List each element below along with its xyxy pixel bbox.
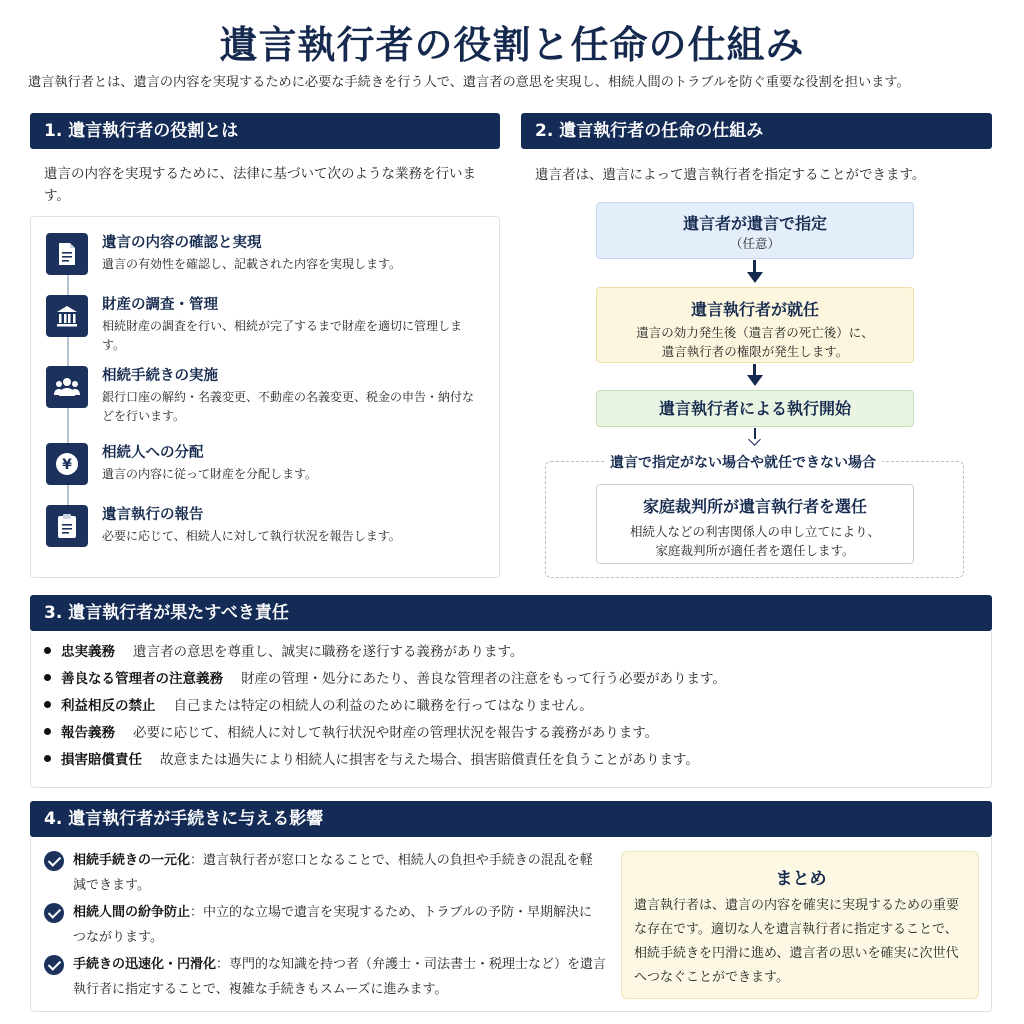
people-icon	[46, 366, 88, 408]
arrow-down-icon	[748, 433, 761, 446]
check-icon	[44, 955, 64, 975]
clipboard-icon	[46, 505, 88, 547]
flow-step-designation: 遺言者が遺言で指定 （任意）	[596, 202, 914, 259]
check-icon	[44, 851, 64, 871]
summary-body: 遺言執行者は、遺言の内容を確実に実現するための重要な存在です。適切な人を遺言執行者に指定することで、相続手続きを円滑に進め、遺言者の思いを確実に次世代へつなぐことができます。	[634, 898, 960, 985]
alternative-case-label: 遺言で指定がない場合や就任できない場合	[604, 452, 882, 472]
section1-header: 1. 遺言執行者の役割とは	[30, 113, 500, 149]
section1-lead: 遺言の内容を実現するために、法律に基づいて次のような業務を行います。	[44, 166, 476, 204]
intro-text: 遺言執行者とは、遺言の内容を実現するために必要な手続きを行う人で、遺言者の意思を実現し、相続人間のトラブルを防ぐ重要な役割を担います。	[28, 75, 910, 90]
check-icon	[44, 903, 64, 923]
flow-step-court-appointment: 家庭裁判所が遺言執行者を選任 相続人などの利害関係人の申し立てにより、 家庭裁判所が適任者を選任します。	[596, 484, 914, 564]
arrow-down-icon	[747, 375, 763, 386]
flow-step-execution: 遺言執行者による執行開始	[596, 390, 914, 427]
list-item: 手続きの迅速化・円滑化：専門的な知識を持つ者（弁護士・司法書士・税理士など）を遺言執行者に指定することで、複雑な手続きもスムーズに進みます。	[44, 952, 619, 1002]
list-item: 報告義務 必要に応じて、相続人に対して執行状況や財産の管理状況を報告する義務があります。	[44, 721, 658, 741]
page-title: 遺言執行者の役割と任命の仕組み	[219, 23, 805, 67]
list-item: 善良なる管理者の注意義務 財産の管理・処分にあたり、善良な管理者の注意をもって行う必要があります。	[44, 667, 726, 687]
list-item: 損害賠償責任 故意または過失により相続人に損害を与えた場合、損害賠償責任を負うことがあります。	[44, 748, 699, 768]
document-icon	[46, 233, 88, 275]
section3-header: 3. 遺言執行者が果たすべき責任	[30, 595, 992, 631]
list-item: 利益相反の禁止 自己または特定の相続人の利益のために職務を行ってはなりません。	[44, 694, 593, 714]
list-item: 忠実義務 遺言者の意思を尊重し、誠実に職務を遂行する義務があります。	[44, 640, 523, 660]
section4-header: 4. 遺言執行者が手続きに与える影響	[30, 801, 992, 837]
flow-step-appointment: 遺言執行者が就任 遺言の効力発生後（遺言者の死亡後）に、 遺言執行者の権限が発生します。	[596, 287, 914, 363]
list-item: 相続手続きの一元化：遺言執行者が窓口となることで、相続人の負担や手続きの混乱を軽減できます。	[44, 848, 604, 898]
section2-header: 2. 遺言執行者の任命の仕組み	[521, 113, 992, 149]
list-item: 相続人間の紛争防止：中立的な立場で遺言を実現するため、トラブルの予防・早期解決につながります。	[44, 900, 604, 950]
summary-box	[621, 851, 979, 999]
arrow-down-icon	[747, 272, 763, 283]
roles-list: 遺言の内容の確認と実現 遺言の有効性を確認し、記載された内容を実現します。 財産の調査・管理 相続財産の調査を行い、相続が完了するまで財産を適切に管理します。 相続手続きの実施 銀行口座の解約・名義変更、不動産の名義変更、税金の申告・納付などを行います。 ¥ 相続人への分配 遺言の内容に従って財産を分配します。 遺言執行の報告 必要に応じて、相続人に対して執行状況を報告します。	[30, 216, 500, 578]
bank-icon	[46, 295, 88, 337]
svg-text:¥: ¥	[62, 457, 72, 473]
section2-lead: 遺言者は、遺言によって遺言執行者を指定することができます。	[535, 167, 926, 183]
yen-icon	[46, 443, 88, 485]
summary-title: まとめ	[775, 869, 827, 889]
